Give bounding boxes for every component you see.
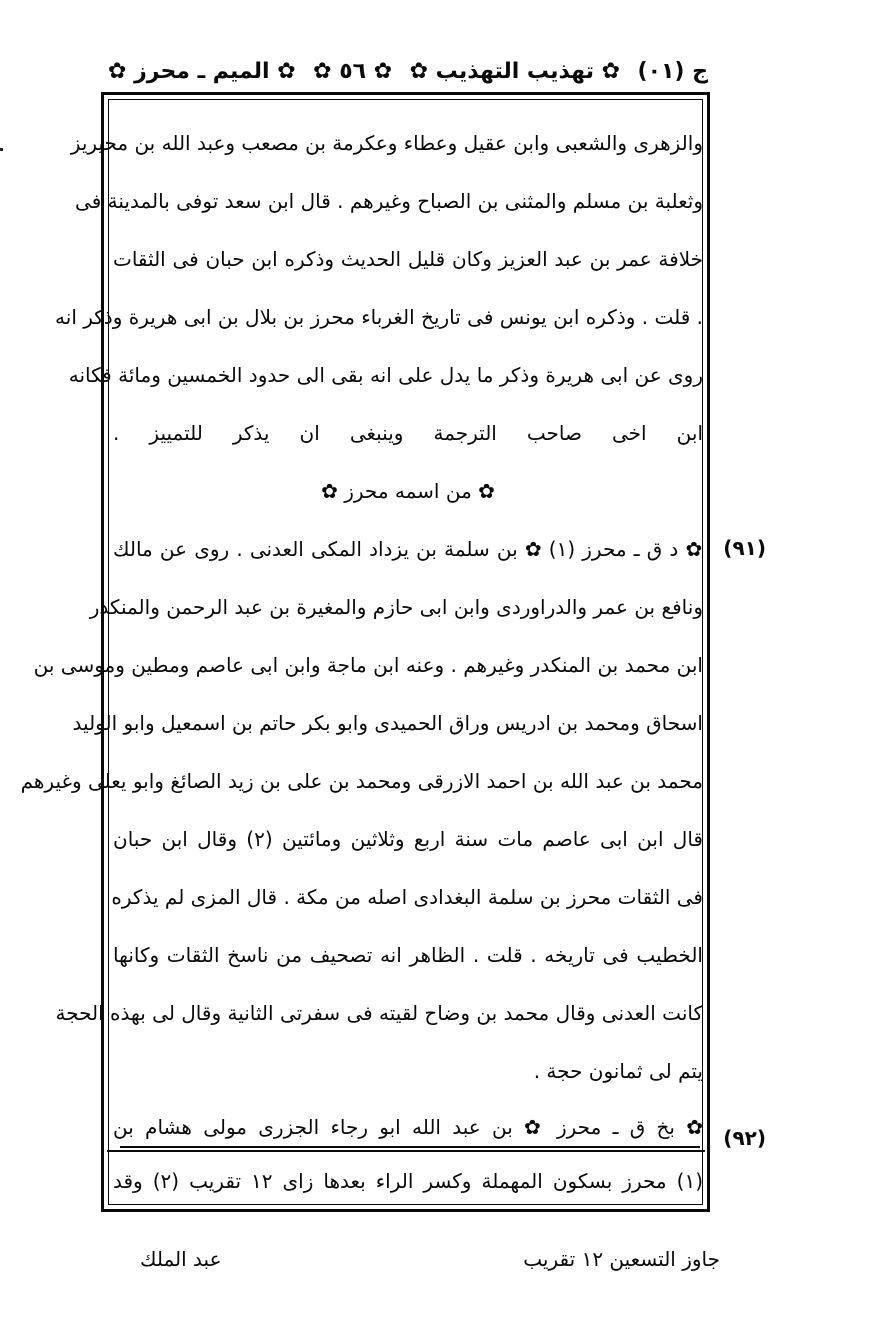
entry-91-line: ونافع بن عمر والدراوردى وابن ابى حازم والمغيرة بن عبد الرحمن والمنكدر [89, 595, 703, 619]
footer-continuation: جاوز التسعين ١٢ تقريب [523, 1247, 720, 1271]
text-line: روى عن ابى هريرة وذكر ما يدل على انه بقى الى حدود الخمسين ومائة فكانه [68, 363, 703, 387]
entry-92-line: ✿ بخ ق ـ محرز ✿ بن عبد الله ابو رجاء الجزرى مولى هشام بن [113, 1115, 703, 1139]
footer-catchword: عبد الملك [140, 1247, 222, 1271]
text-line: . قلت . وذكره ابن يونس فى تاريخ الغرباء محرز بن بلال بن ابى هريرة وذكر انه [55, 305, 703, 329]
entry-91-line: الخطيب فى تاريخه . قلت . الظاهر انه تصحيف من ناسخ الثقات وكانها [113, 943, 703, 967]
section-heading: ✿ من اسمه محرز ✿ [321, 479, 495, 503]
footnote-separator [107, 1150, 705, 1152]
text-line: ابن اخى صاحب الترجمة وينبغى ان يذكر للتمييز . [113, 421, 703, 445]
entry-number-91: (٩١) [723, 536, 766, 560]
text-line: خلافة عمر بن عبد العزيز وكان قليل الحديث وذكره ابن حبان فى الثقات [113, 247, 703, 271]
header-title: ✿ تهذيب التهذيب ✿ [409, 58, 621, 84]
entry-92-underline [120, 1146, 700, 1148]
page-header [108, 52, 708, 90]
text-line: والزهرى والشعبى وابن عقيل وعطاء وعكرمة بن مصعب وعبد الله بن محيريز [70, 131, 703, 155]
text-line: وثعلبة بن مسلم والمثنى بن الصباح وغيرهم . قال ابن سعد توفى بالمدينة فى [75, 189, 703, 213]
header-volume: ج (٠١) [637, 58, 708, 84]
margin-mark [0, 148, 3, 151]
header-section: ✿ الميم ـ محرز ✿ [108, 58, 296, 84]
entry-91-line: اسحاق ومحمد بن ادريس وراق الحميدى وابو بكر حاتم بن اسمعيل وابو الوليد [72, 711, 703, 735]
entry-91-line: يتم لى ثمانون حجة . [533, 1059, 703, 1083]
footnote-line: (١) محرز بسكون المهملة وكسر الراء بعدها زاى ١٢ تقريب (٢) وقد [113, 1169, 703, 1193]
entry-91-line: كانت العدنى وقال محمد بن وضاح لقيته فى سفرتى الثانية وقال لى بهذه الحجة [55, 1001, 703, 1025]
header-page-number: ✿ ٥٦ ✿ [313, 58, 393, 84]
entry-91-line: محمد بن عبد الله بن احمد الازرقى ومحمد بن على بن زيد الصائغ وابو يعلى وغيرهم [20, 769, 703, 793]
entry-91-line: ابن محمد بن المنكدر وغيرهم . وعنه ابن ماجة وابن ابى عاصم ومطين وموسى بن [33, 653, 703, 677]
entry-number-92: (٩٢) [723, 1126, 766, 1150]
entry-91-line: ✿ د ق ـ محرز (١) ✿ بن سلمة بن يزداد المكى العدنى . روى عن مالك [113, 537, 703, 561]
entry-91-line: فى الثقات محرز بن سلمة البغدادى اصله من مكة . قال المزى لم يذكره [111, 885, 703, 909]
page-footer [140, 1242, 720, 1276]
entry-91-line: قال ابن ابى عاصم مات سنة اربع وثلاثين ومائتين (٢) وقال ابن حبان [113, 827, 703, 851]
